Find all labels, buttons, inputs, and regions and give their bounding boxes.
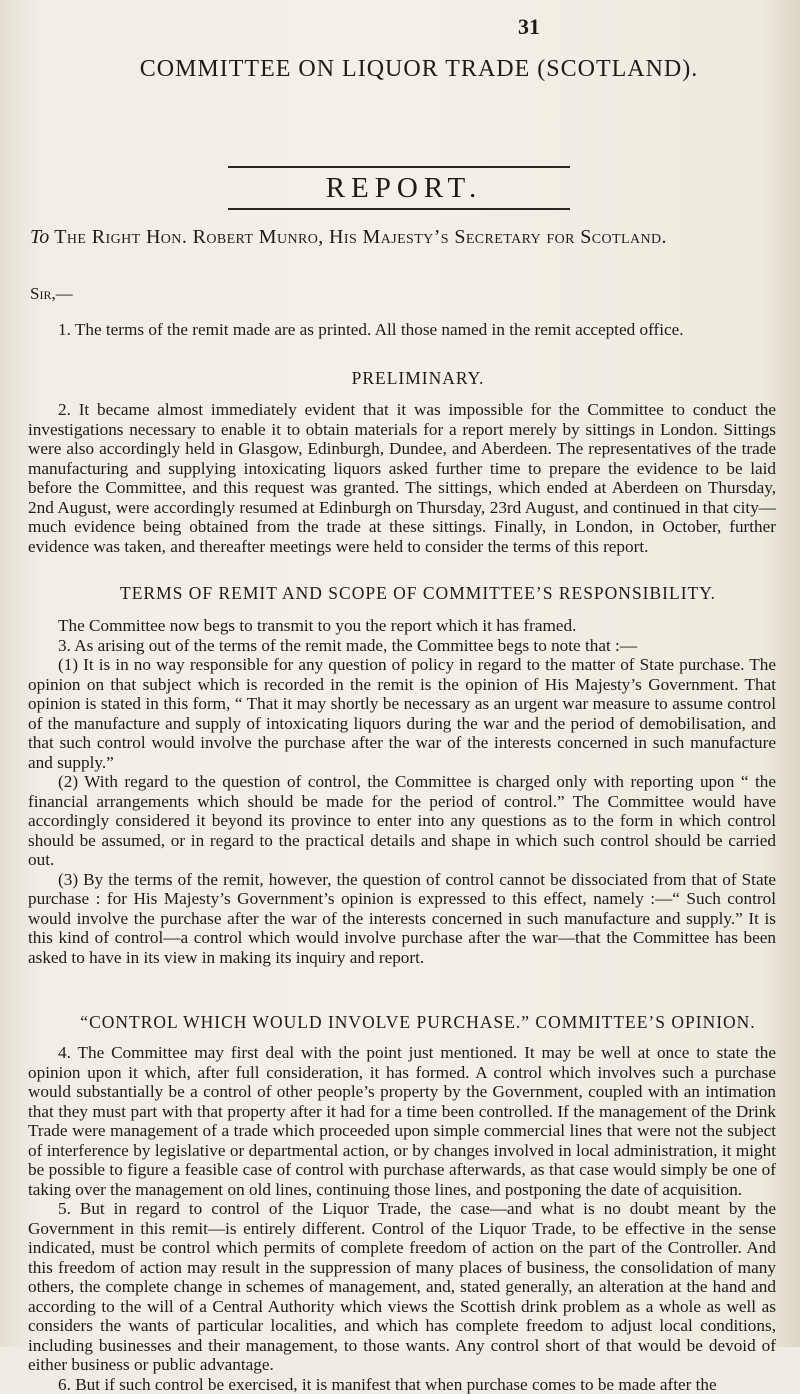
document-title: COMMITTEE ON LIQUOR TRADE (SCOTLAND). — [0, 56, 800, 83]
address-recipient: The Right Hon. Robert Munro, His Majesty’s Secretary for Scotland. — [54, 226, 667, 248]
paragraph-transmit: The Committee now begs to transmit to you the report which it has framed. — [28, 616, 776, 636]
report-heading: REPORT. — [0, 172, 800, 205]
paragraph-block-4 — [28, 1043, 776, 1394]
paragraph-text: 2. It became almost immediately evident that it was impossible for the Committee to conduct the investigations necessary to enable it to obtain materials for a report merely by sittings in London. Sittings were also accordingly held in Glasgow, Edinburgh, Dundee, and Aberdeen. The representatives of the trade manufacturing and supplying intoxicating liquors asked further time to prepare the evidence to be laid before the Committee, and this request was granted. The sittings, which ended at Aberdeen on Thursday, 2nd August, were accordingly resumed at Edinburgh on Thursday, 23rd August, and continued in that city—much evidence being obtained from the trade at these sittings. Finally, in London, in October, further evidence was taken, and thereafter meetings were held to consider the terms of this report. — [28, 400, 776, 556]
heading-control-purchase: “CONTROL WHICH WOULD INVOLVE PURCHASE.” COMMITTEE’S OPINION. — [0, 1012, 800, 1033]
paragraph-block-3 — [28, 616, 776, 967]
heading-terms-of-remit: TERMS OF REMIT AND SCOPE OF COMMITTEE’S RESPONSIBILITY. — [0, 583, 800, 604]
paragraph-text: 1. The terms of the remit made are as printed. All those named in the remit accepted office. — [28, 320, 776, 340]
paragraph-5: 5. But in regard to control of the Liquor Trade, the case—and what is no doubt meant by the Government in this remit—is entirely different. Control of the Liquor Trade, to be effective in the sense indicated, must be control which permits of complete freedom of action on the part of the Controller. And this freedom of action may result in the suppression of many places of business, the consolidation of many others, the complete change in schemes of management, and, stated generally, an alteration at the hand and according to the will of a Central Authority which views the Scottish drink problem as a whole as well as considers the wants of particular localities, and which has complete freedom to adjust local conditions, including businesses and their management, to those wants. Any control short of that would be devoid of either business or public advantage. — [28, 1199, 776, 1375]
paragraph-3-2: (2) With regard to the question of control, the Committee is charged only with reporting upon “ the financial arrangements which should be made for the period of control.” The Committee would have accordingly considered it beyond its province to enter into any questions as to the form in which control should be assumed, or in regard to the practical details and shape in which such control should be carried out. — [28, 772, 776, 870]
top-rule — [228, 166, 570, 168]
paragraph-6: 6. But if such control be exercised, it is manifest that when purchase comes to be made after the — [28, 1375, 776, 1394]
address-line — [30, 226, 800, 249]
page-number: 31 — [518, 14, 540, 40]
address-to: To — [30, 226, 49, 248]
paragraph-2 — [28, 400, 776, 556]
paragraph-3-3: (3) By the terms of the remit, however, the question of control cannot be dissociated from that of State purchase : for His Majesty’s Government’s opinion is expressed to this effect, namely :—“ Such control would involve the purchase after the war of the interests concerned in such manufacture and supply.” It is this kind of control—a control which would involve purchase after the war—that the Committee has been asked to have in its view in making its inquiry and report. — [28, 870, 776, 968]
bottom-rule — [228, 208, 570, 210]
paragraph-4: 4. The Committee may first deal with the point just mentioned. It may be well at once to state the opinion upon it which, after full consideration, it has formed. A control which involves such a purchase would substantially be a control of other people’s property by the Government, coupled with an intimation that they must part with that property after it had for a time been controlled. If the management of the Drink Trade were management of a trade which proceeded upon simple commercial lines that were not the subject of interference by legislative or departmental action, or by changes involved in local administration, it might be possible to figure a feasible case of control with purchase afterwards, as that case would simply be one of taking over the management on old lines, continuing those lines, and postponing the date of acquisition. — [28, 1043, 776, 1199]
paragraph-1 — [28, 320, 776, 340]
salutation: Sir,— — [30, 284, 73, 304]
paragraph-3: 3. As arising out of the terms of the remit made, the Committee begs to note that :— — [28, 636, 776, 656]
heading-preliminary: PRELIMINARY. — [0, 368, 800, 389]
paragraph-3-1: (1) It is in no way responsible for any question of policy in regard to the matter of State purchase. The opinion on that subject which is recorded in the remit is the opinion of His Majesty’s Government. That opinion is stated in this form, “ That it may shortly be necessary as an urgent war measure to assume control of the manufacture and supply of intoxicating liquors during the war and the period of demobilisation, and that such control would involve the purchase after the war of the interests concerned in such manufacture and supply.” — [28, 655, 776, 772]
